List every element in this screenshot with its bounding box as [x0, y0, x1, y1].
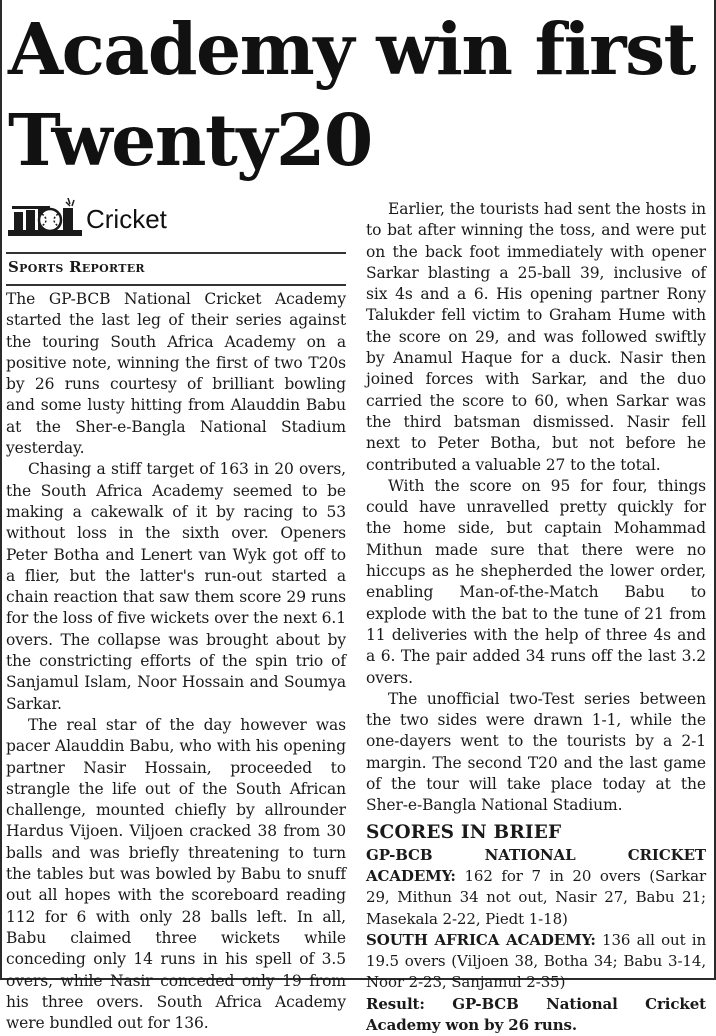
section-label: Cricket [86, 204, 167, 234]
article-column-1 [6, 289, 346, 1034]
team2-name: SOUTH AFRICA ACADEMY: [366, 930, 596, 949]
cricket-stumps-ball-icon [8, 198, 82, 236]
score-line-team2 [366, 930, 706, 994]
paragraph: With the score on 95 for four, things could have unravelled pretty quickly for the home side, but captain Mohammad Mithun made sure that there were no hiccups as he shepherded the lower order, enabling Man-of-the-Match Babu to explode with the bat to the tune of 21 from 11 deliveries with the help of three 4s and a 6. The pair added 34 runs off the last 3.2 overs. [366, 476, 706, 687]
headline-line-2: Twenty20 [8, 98, 372, 182]
page-border-left [0, 0, 2, 980]
paragraph: The GP-BCB National Cricket Academy started the last leg of their series against the touring South Africa Academy on a positive note, winning the first of two T20s by 26 runs courtesy of brilliant bowling and some lusty hitting from Alauddin Babu at the Sher-e-Bangla National Stadium yesterday. [6, 290, 346, 458]
paragraph: Chasing a stiff target of 163 in 20 overs, the South Africa Academy seemed to be making a cakewalk of it by racing to 53 without loss in the sixth over. Openers Peter Botha and Lenert van Wyk got off to a flier, but the latter's run-out started a chain reaction that saw them score 29 runs for the loss of five wickets over the next 6.1 overs. The collapse was brought about by the constricting efforts of the spin trio of Sanjamul Islam, Noor Hossain and Soumya Sarkar. [6, 460, 346, 713]
team2-score: 136 all out in 19.5 overs (Viljoen 38, Botha 34; Babu 3-14, Noor 2-23, Sanjamul 2-35) [366, 930, 706, 992]
team1-score: 162 for 7 in 20 overs (Sarkar 29, Mithun 34 not out, Nasir 27, Babu 21; Masekala 2-22, Piedt 1-18) [366, 866, 707, 928]
byline-bar [6, 252, 346, 286]
byline: Sports Reporter [8, 258, 145, 276]
paragraph: The real star of the day however was pacer Alauddin Babu, who with his opening partner Nasir Hossain, proceeded to strangle the life out of the South African challenge, mounted chiefly by allrounder Hardus Vijoen. Viljoen cracked 38 from 30 balls and was briefly threatening to turn the tables but was bowled by Babu to snuff out all hopes with the scoreboard reading 112 for 6 with only 28 balls left. In all, Babu claimed three wickets while conceding only 14 runs in his spell of 3.5 overs, while Nasir conceded only 19 from his three overs. South Africa Academy were bundled out for 136. [6, 715, 346, 1033]
team1-name: GP-BCB NATIONAL CRICKET ACADEMY: [366, 845, 706, 885]
result-text: Result: GP-BCB National Cricket Academy won by 26 runs. [366, 994, 706, 1034]
match-result [366, 994, 706, 1036]
section-logo [8, 198, 348, 238]
score-line-team1 [366, 845, 706, 930]
paragraph: The unofficial two-Test series between the two sides were drawn 1-1, while the one-dayers went to the tourists by a 2-1 margin. The second T20 and the last game of the tour will take place today at the Sher-e-Bangla National Stadium. [366, 689, 706, 815]
paragraph: Earlier, the tourists had sent the hosts in to bat after winning the toss, and were put on the back foot immediately with opener Sarkar blasting a 25-ball 39, inclusive of six 4s and a 6. His opening partner Rony Talukder fell victim to Graham Hume with the score on 29, and was followed swiftly by Anamul Haque for a duck. Nasir then joined forces with Sarkar, and the duo carried the score to 60, when Sarkar was the third batsman dismissed. Nasir fell next to Peter Botha, but not before he contributed a valuable 27 to the total. [366, 200, 706, 474]
scores-in-brief [366, 821, 706, 1036]
article-column-2 [366, 199, 706, 1036]
headline-line-1: Academy win first [8, 7, 695, 91]
headline [8, 4, 708, 186]
scores-heading: SCORES IN BRIEF [366, 821, 562, 843]
